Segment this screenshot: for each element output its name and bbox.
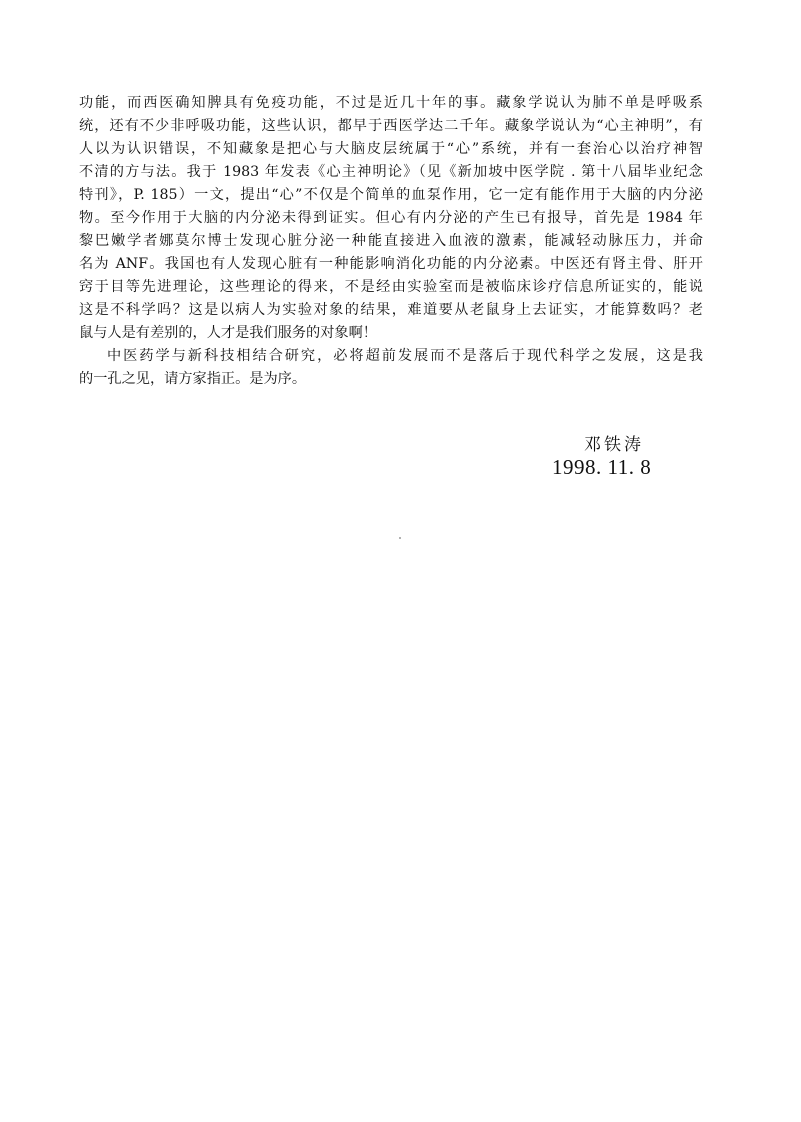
signature-date: 1998. 11. 8: [552, 455, 652, 479]
text-line: 不清的方与法。我于 1983 年发表《心主神明论》（见《新加坡中医学院 . 第十八届毕业纪念: [79, 164, 703, 180]
text-line: 窍于目等先进理论，这些理论的得来，不是经由实验室而是被临床诊疗信息所证实的，能说: [79, 279, 703, 295]
text-line: 这是不科学吗？这是以病人为实验对象的结果，难道要从老鼠身上去证实，才能算数吗？老: [79, 302, 703, 318]
text-line: 特刊》，P. 185）一文，提出“心”不仅是个简单的血泵作用，它一定有能作用于大脑的内分泌: [79, 187, 703, 203]
text-line: 统，还有不少非呼吸功能，这些认识，都早于西医学达二千年。藏象学说认为“心主神明”，有: [79, 118, 703, 134]
scan-speck: [399, 537, 401, 539]
text-line: 物。至今作用于大脑的内分泌未得到证实。但心有内分泌的产生已有报导，首先是 1984 年: [79, 210, 703, 226]
text-line: 的一孔之见，请方家指正。是为序。: [79, 371, 307, 387]
preface-body: [79, 92, 703, 391]
text-line: 黎巴嫩学者娜莫尔博士发现心脏分泌一种能直接进入血液的激素，能减轻动脉压力，并命: [79, 233, 703, 249]
text-line: 人以为认识错误，不知藏象是把心与大脑皮层统属于“心”系统，并有一套治心以治疗神智: [79, 141, 703, 157]
author-signature: 邓铁涛: [584, 435, 644, 455]
text-line: 名为 ANF。我国也有人发现心脏有一种能影响消化功能的内分泌素。中医还有肾主骨、肝开: [79, 256, 703, 272]
text-line: 鼠与人是有差别的，人才是我们服务的对象啊！: [79, 325, 377, 341]
text-line: 功能，而西医确知脾具有免疫功能，不过是近几十年的事。藏象学说认为肺不单是呼吸系: [79, 95, 703, 111]
text-line: 中医药学与新科技相结合研究，必将超前发展而不是落后于现代科学之发展，这是我: [107, 348, 703, 364]
